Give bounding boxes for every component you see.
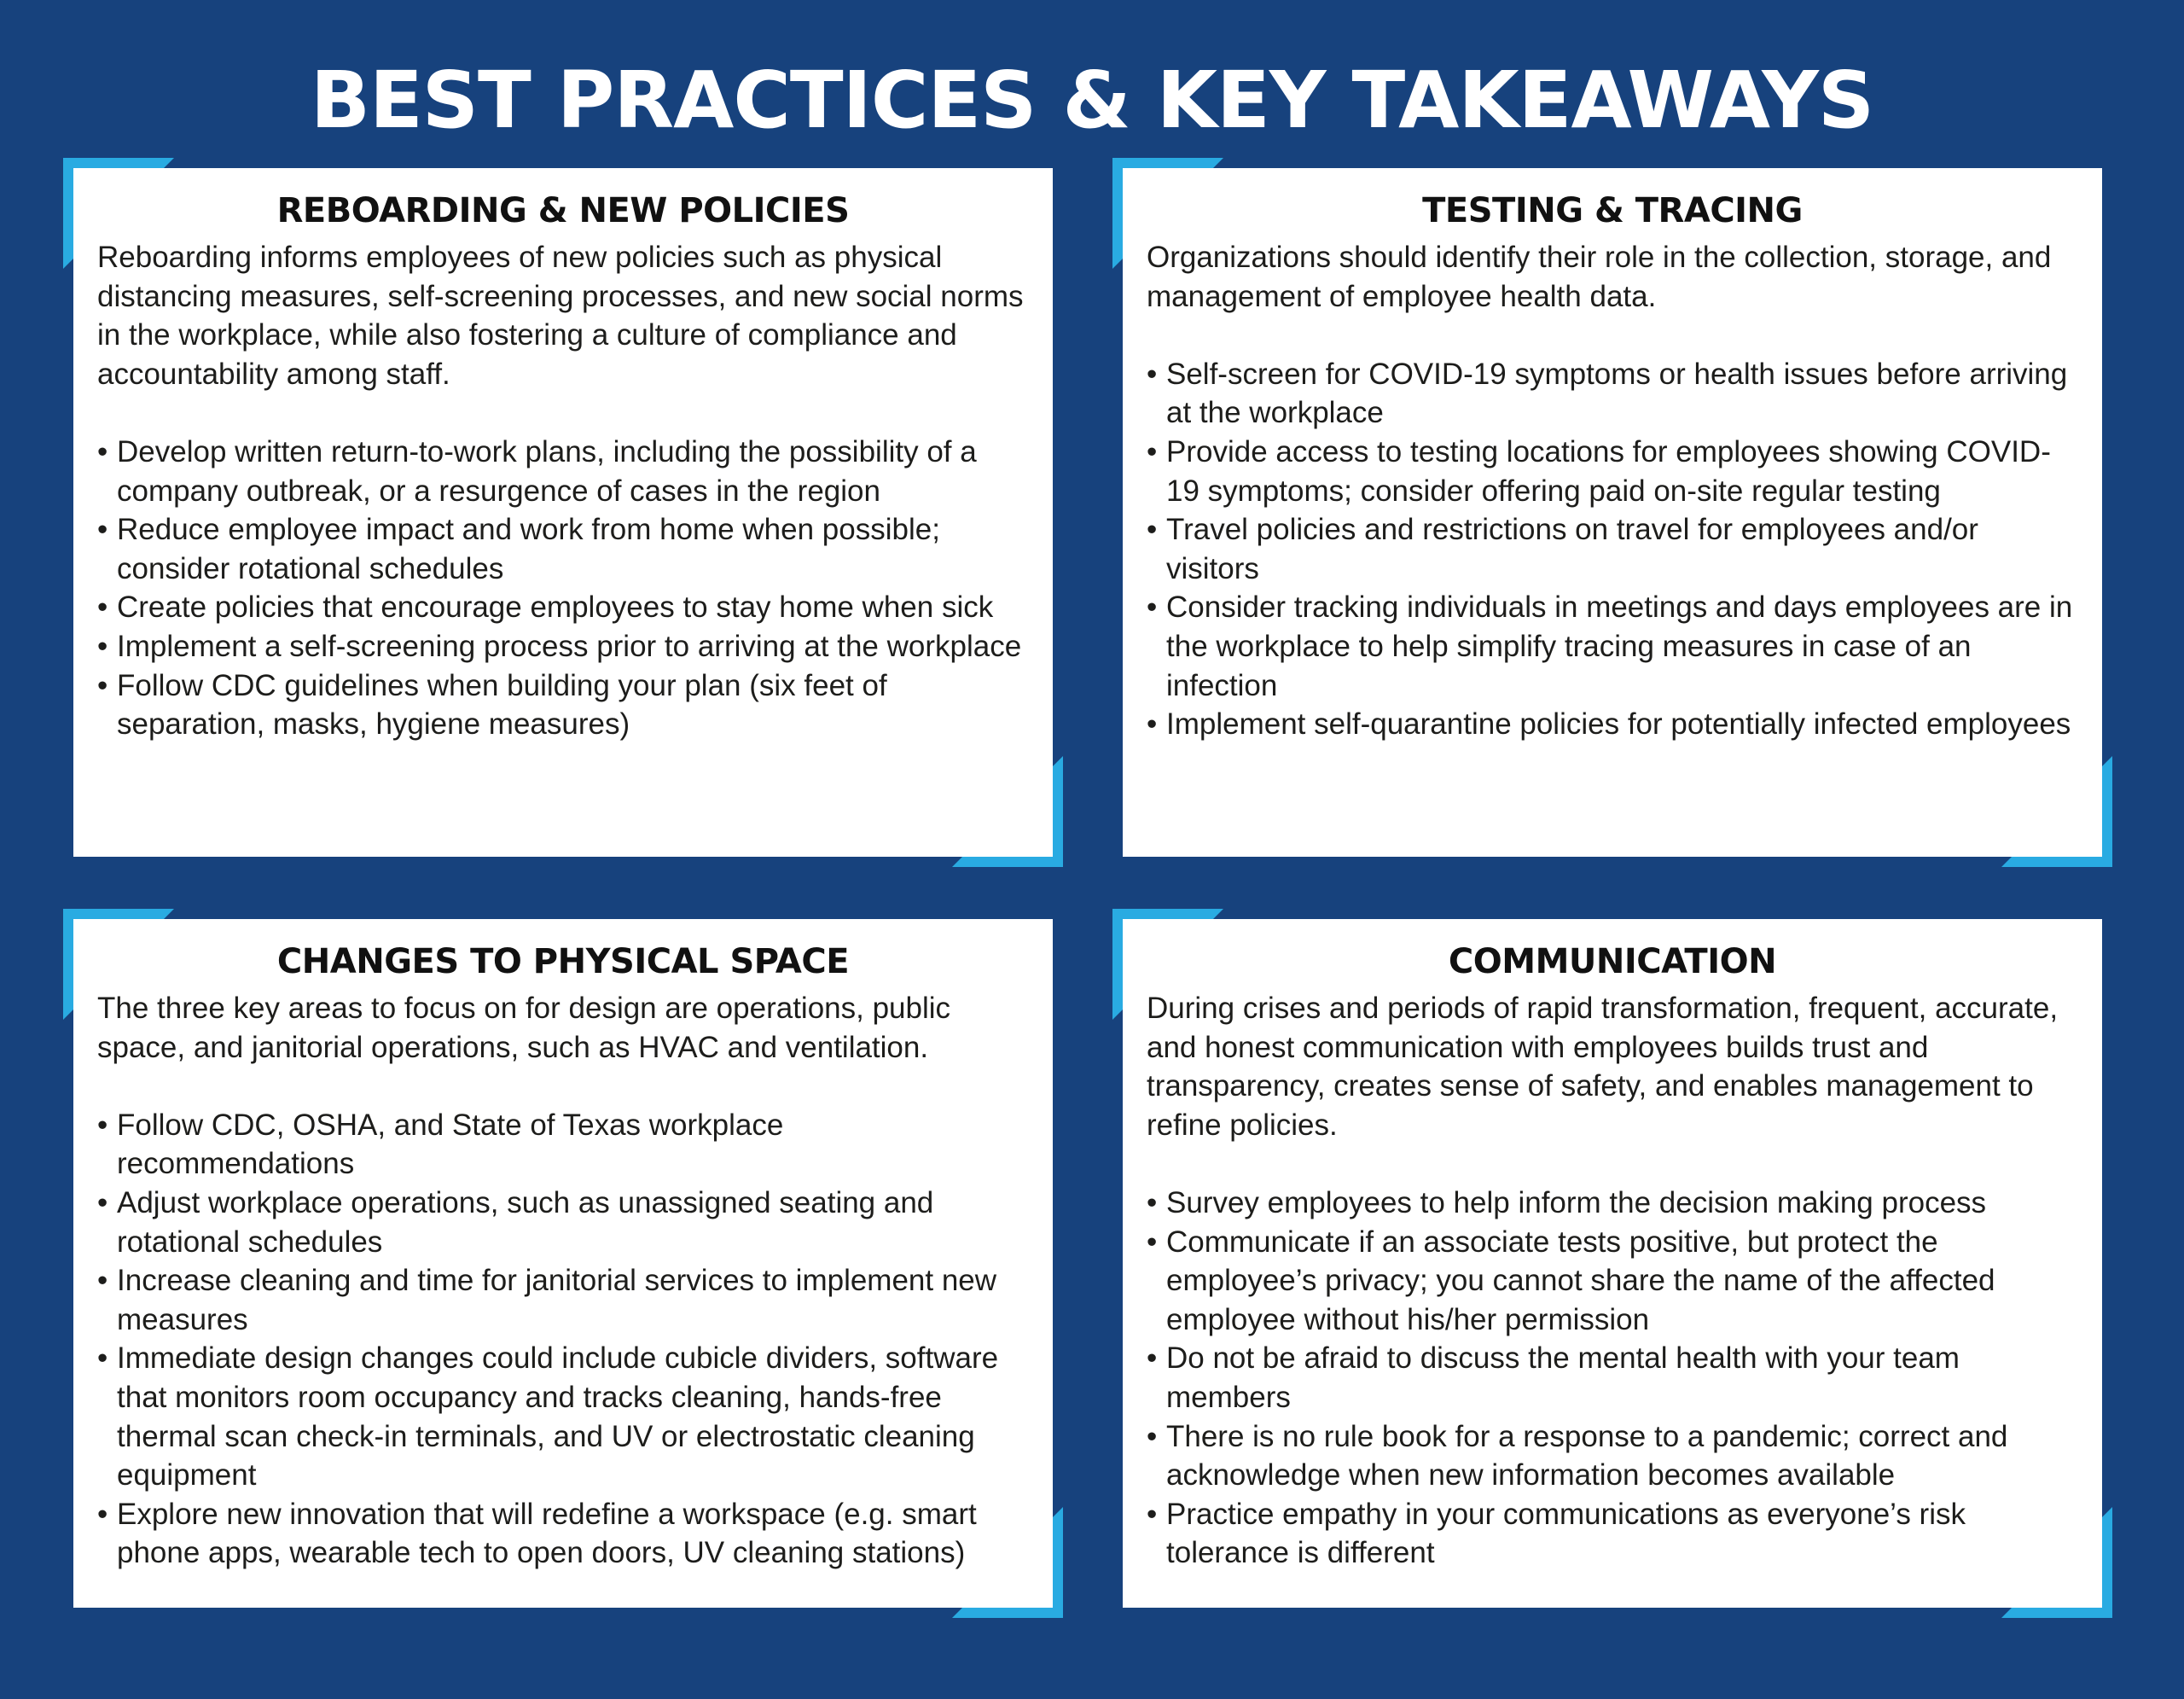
list-item: • Travel policies and restrictions on travel for employees and/or visitors <box>1147 510 2078 588</box>
list-item: • Reduce employee impact and work from home when possible; consider rotational schedules <box>97 510 1029 588</box>
card-intro: Reboarding informs employees of new policies such as physical distancing measures, self-screening processes, and new social norms in the workplace, while also fostering a culture of compliance and accountability among staff. <box>97 241 1024 391</box>
card-communication <box>1112 909 2112 1618</box>
list-item: • Provide access to testing locations for employees showing COVID-19 symptoms; consider offering paid on-site regular testing <box>1147 433 2078 510</box>
list-item: • Implement a self-screening process prior to arriving at the workplace <box>97 627 1029 666</box>
list-item: • Follow CDC guidelines when building your plan (six feet of separation, masks, hygiene measures) <box>97 666 1029 744</box>
list-item: • Communicate if an associate tests positive, but protect the employee’s privacy; you cannot share the name of the affected employee without his/her permission <box>1147 1223 2078 1340</box>
list-item: • Increase cleaning and time for janitorial services to implement new measures <box>97 1261 1029 1339</box>
list-item: • Survey employees to help inform the decision making process <box>1147 1184 2078 1223</box>
card-panel <box>73 919 1053 1608</box>
list-item: • Practice empathy in your communications as everyone’s risk tolerance is different <box>1147 1495 2078 1573</box>
list-item: • Implement self-quarantine policies for potentially infected employees <box>1147 705 2078 744</box>
page-title: BEST PRACTICES & KEY TAKEAWAYS <box>310 55 1874 146</box>
card-panel <box>1123 168 2102 857</box>
card-reboarding <box>63 158 1063 867</box>
bullet-list <box>1147 355 2078 744</box>
card-heading: REBOARDING & NEW POLICIES <box>276 191 850 230</box>
card-heading: COMMUNICATION <box>1448 942 1777 981</box>
card-panel <box>73 168 1053 857</box>
card-intro: During crises and periods of rapid transformation, frequent, accurate, and honest communication with employees builds trust and transparency, creates sense of safety, and enables management to refine policies. <box>1147 992 2059 1142</box>
bullet-list <box>97 433 1029 744</box>
list-item: • Explore new innovation that will redefine a workspace (e.g. smart phone apps, wearable tech to open doors, UV cleaning stations) <box>97 1495 1029 1573</box>
list-item: • Self-screen for COVID-19 symptoms or health issues before arriving at the workplace <box>1147 355 2078 433</box>
card-panel <box>1123 919 2102 1608</box>
list-item: • Immediate design changes could include cubicle dividers, software that monitors room occupancy and tracks cleaning, hands-free thermal scan check-in terminals, and UV or electrostatic cleaning equipment <box>97 1339 1029 1494</box>
card-testing-tracing <box>1112 158 2112 867</box>
card-intro: Organizations should identify their role in the collection, storage, and management of employee health data. <box>1147 241 2052 313</box>
card-physical-space <box>63 909 1063 1618</box>
bullet-list <box>1147 1184 2078 1573</box>
list-item: • Do not be afraid to discuss the mental health with your team members <box>1147 1339 2078 1417</box>
bullet-list <box>97 1106 1029 1573</box>
card-heading: TESTING & TRACING <box>1422 191 1803 230</box>
list-item: • There is no rule book for a response to a pandemic; correct and acknowledge when new information becomes available <box>1147 1417 2078 1495</box>
list-item: • Adjust workplace operations, such as unassigned seating and rotational schedules <box>97 1184 1029 1261</box>
list-item: • Follow CDC, OSHA, and State of Texas workplace recommendations <box>97 1106 1029 1184</box>
card-intro: The three key areas to focus on for design are operations, public space, and janitorial operations, such as HVAC and ventilation. <box>97 992 951 1064</box>
list-item: • Develop written return-to-work plans, including the possibility of a company outbreak, or a resurgence of cases in the region <box>97 433 1029 510</box>
card-heading: CHANGES TO PHYSICAL SPACE <box>276 942 850 981</box>
list-item: • Consider tracking individuals in meetings and days employees are in the workplace to help simplify tracing measures in case of an infection <box>1147 588 2078 705</box>
list-item: • Create policies that encourage employees to stay home when sick <box>97 588 1029 627</box>
